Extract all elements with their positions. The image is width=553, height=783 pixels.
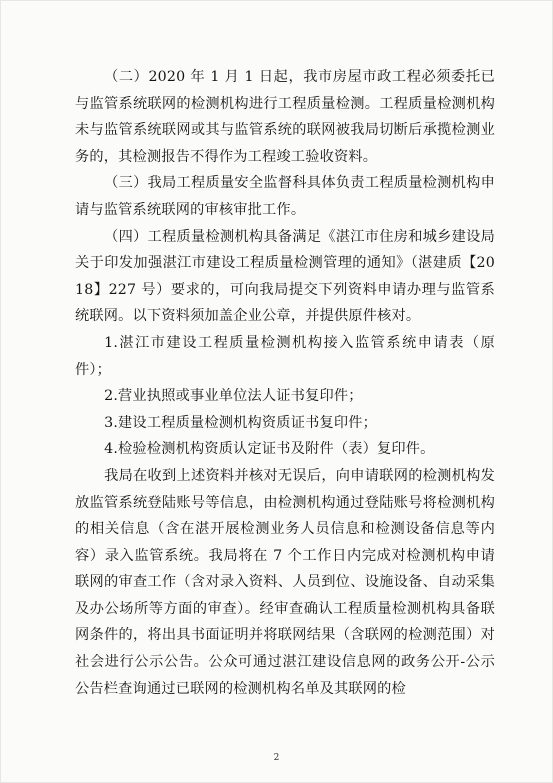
list-item-3: 3.建设工程质量检测机构资质证书复印件； bbox=[104, 414, 378, 431]
paragraph-item-4: （四）工程质量检测机构具备满足《湛江市住房和城乡建设局关于印发加强湛江市建设工程质量检测管理的通知》（湛建质【2018】227 号）要求的，可向我局提交下列资料申请办理与监管系统联网。以下资料须加盖企业公章，并提供原件核对。 bbox=[75, 228, 495, 325]
list-item-2: 2.营业执照或事业单位法人证书复印件； bbox=[104, 388, 363, 405]
document-body bbox=[75, 64, 495, 702]
page-number: 2 bbox=[273, 753, 280, 763]
paragraph-item-2: （二）2020 年 1 月 1 日起，我市房屋市政工程必须委托已与监管系统联网的检测机构进行工程质量检测。工程质量检测机构未与监管系统联网或其与监管系统的联网被我局切断后承揽检测业务的，其检测报告不得作为工程竣工验收资料。 bbox=[75, 69, 495, 165]
list-item-4: 4.检验检测机构资质认定证书及附件（表）复印件。 bbox=[104, 441, 435, 458]
list-item-1: 1.湛江市建设工程质量检测机构接入监管系统申请表（原件）； bbox=[75, 334, 495, 378]
closing-paragraph: 我局在收到上述资料并核对无误后，向申请联网的检测机构发放监管系统登陆账号等信息，由检测机构通过登陆账号将检测机构的相关信息（含在湛开展检测业务人员信息和检测设备信息等内容）录入监管系统。我局将在 7 个工作日内完成对检测机构申请联网的审查工作（含对录入资料、人员到位、设施设备、自动采集及办公场所等方面的审查）。经审查确认工程质量检测机构具备联网条件的，将出具书面证明并将联网结果（含联网的检测范围）对社会进行公示公告。公众可通过湛江建设信息网的政务公开-公示公告栏查询通过已联网的检测机构名单及其联网的检 bbox=[75, 467, 495, 697]
paragraph-item-3: （三）我局工程质量安全监督科具体负责工程质量检测机构申请与监管系统联网的审核审批工作。 bbox=[75, 175, 495, 218]
